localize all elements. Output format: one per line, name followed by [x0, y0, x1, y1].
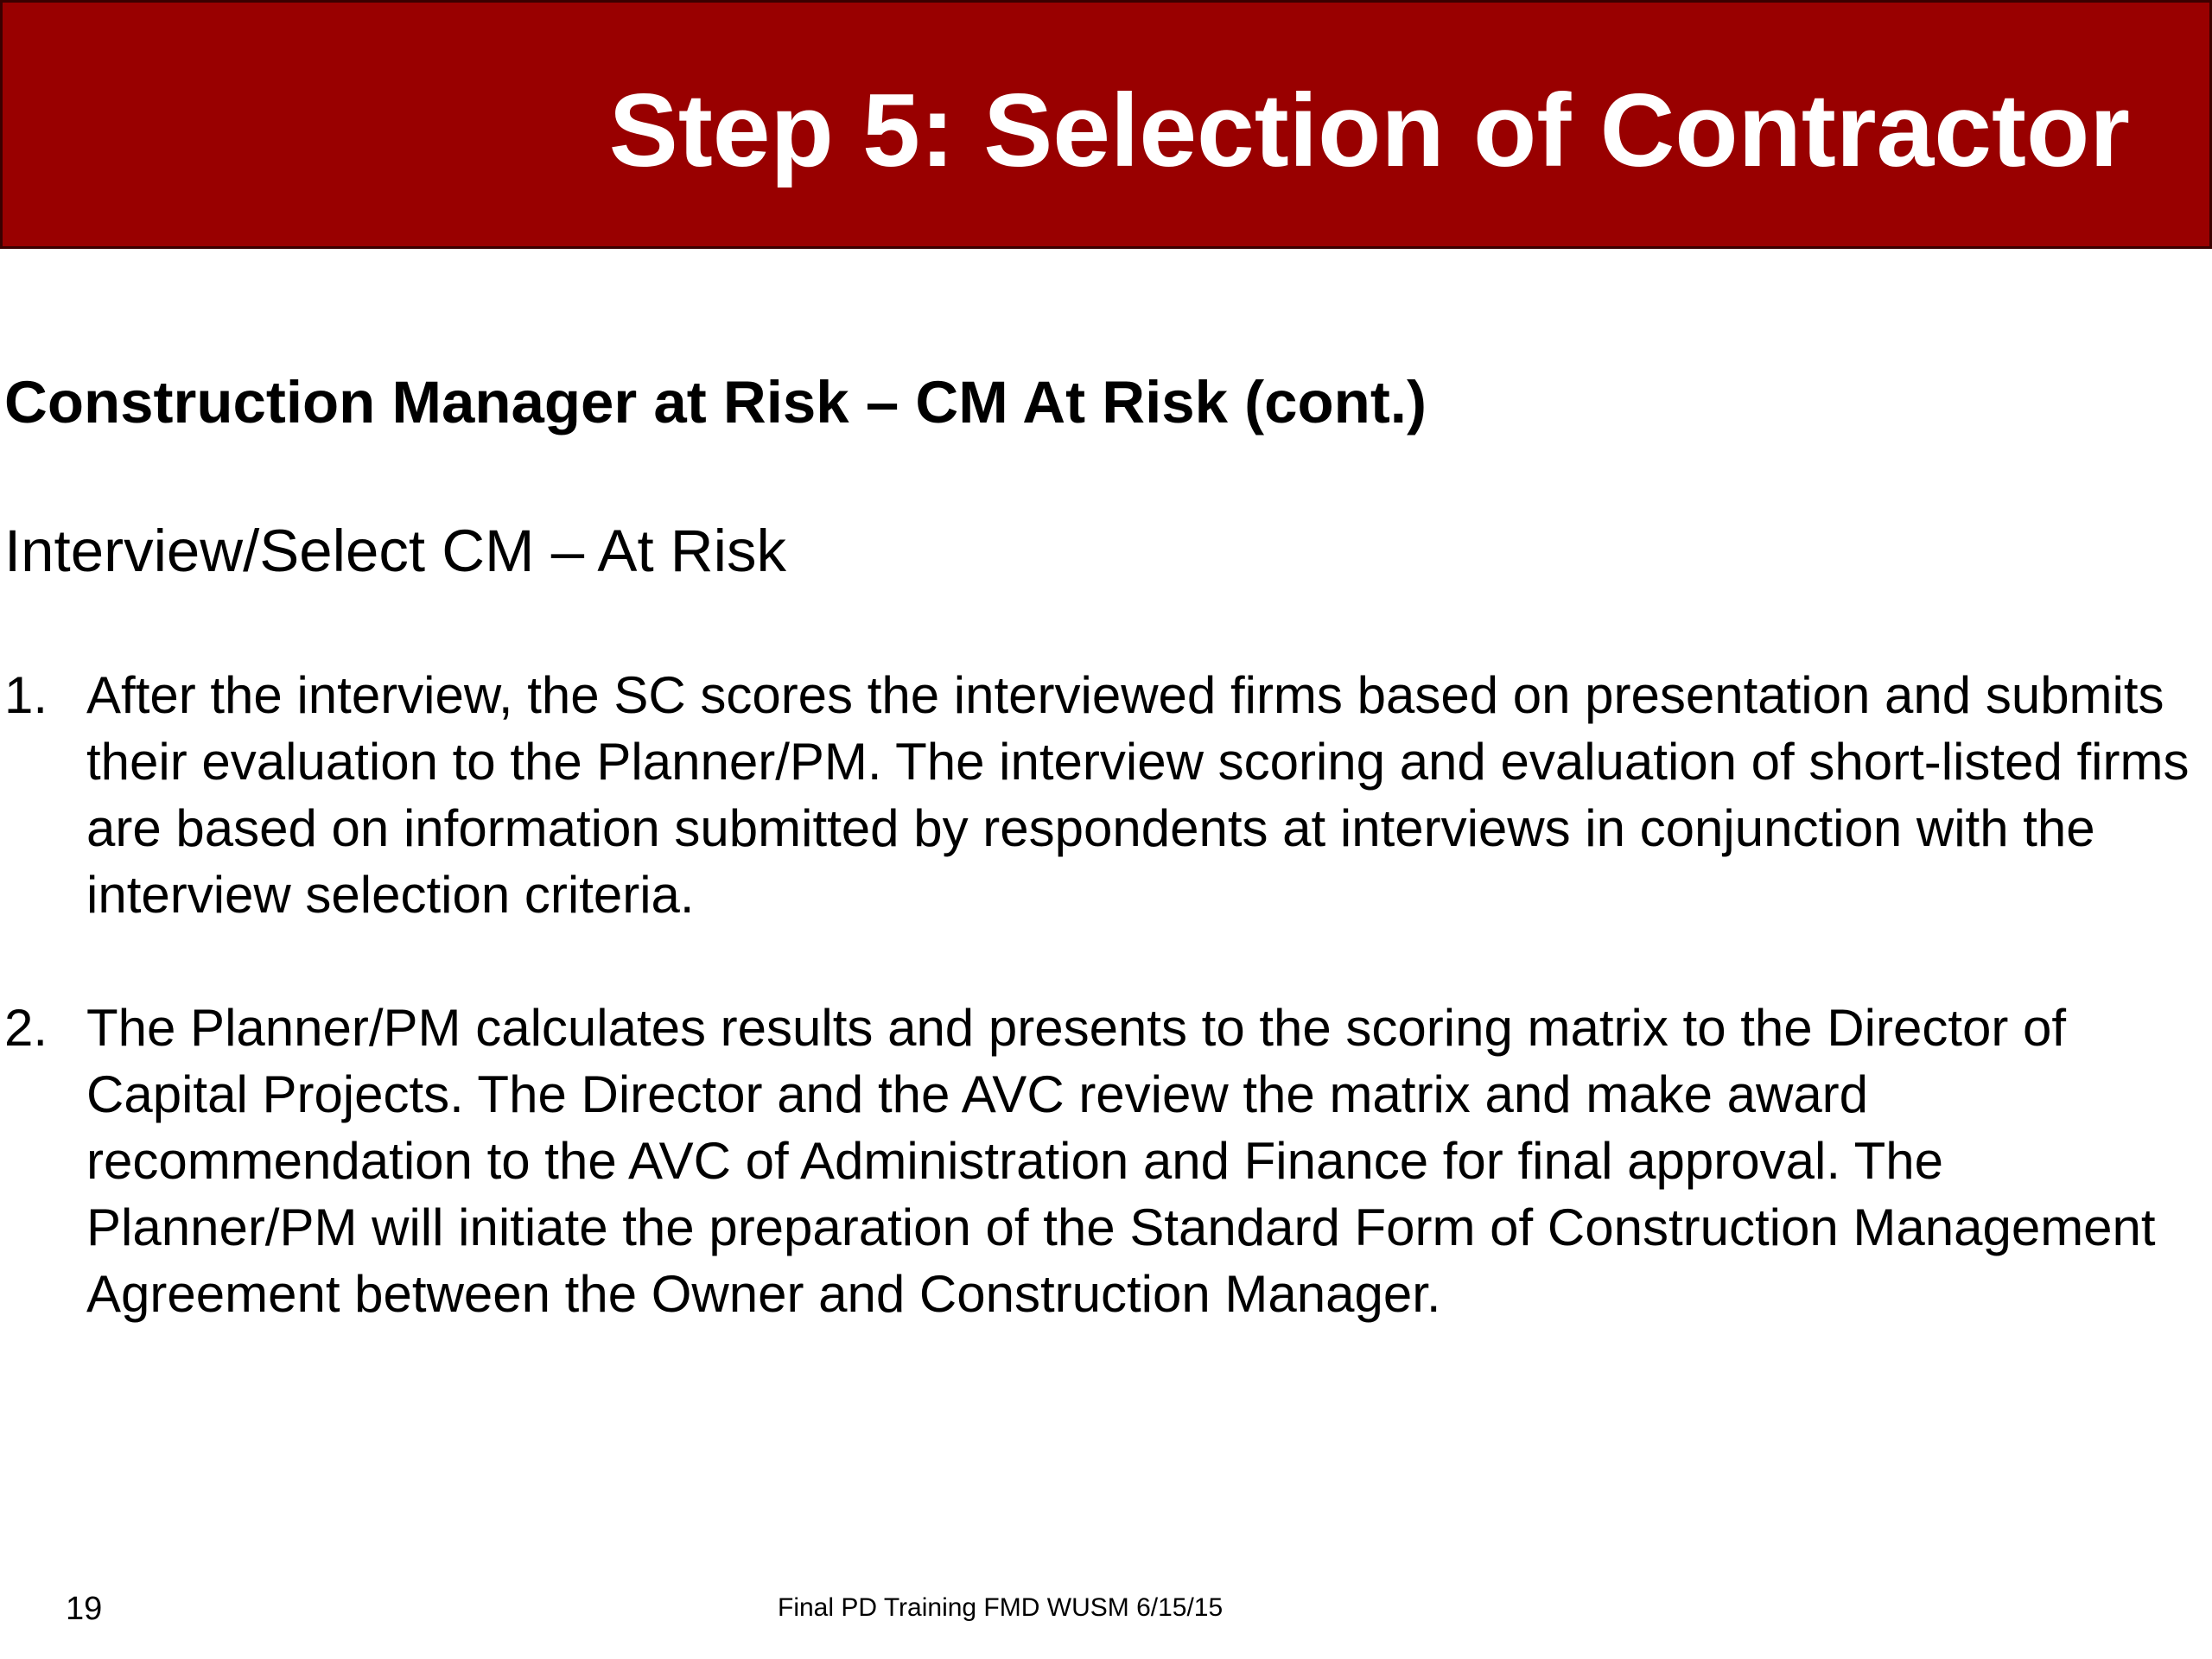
page-number: 19	[66, 1591, 103, 1627]
title-bar	[0, 0, 2212, 249]
step-item	[0, 662, 2205, 928]
step-number: 2.	[4, 999, 48, 1057]
steps-list	[0, 662, 2205, 1394]
step-number: 1.	[4, 666, 48, 724]
step-text: The Planner/PM calculates results and presents to the scoring matrix to the Director of Capital Projects. The Director and the AVC review the matrix and make award recommendation to the AVC of Administration and Finance for final approval. The Planner/PM will initiate the preparation of the Standard Form of Construction Management Agreement between the Owner and Construction Manager.	[86, 999, 2156, 1323]
subheading: Interview/Select CM – At Risk	[4, 518, 786, 584]
step-item	[0, 995, 2205, 1327]
footer-text: Final PD Training FMD WUSM 6/15/15	[778, 1593, 1224, 1622]
section-heading: Construction Manager at Risk – CM At Risk (cont.)	[4, 369, 1427, 435]
slide-title: Step 5: Selection of Contractor	[608, 73, 2130, 188]
step-text: After the interview, the SC scores the interviewed firms based on presentation and submits their evaluation to the Planner/PM. The interview scoring and evaluation of short-listed firms are based on information submitted by respondents at interviews in conjunction with the interview selection criteria.	[86, 666, 2190, 924]
